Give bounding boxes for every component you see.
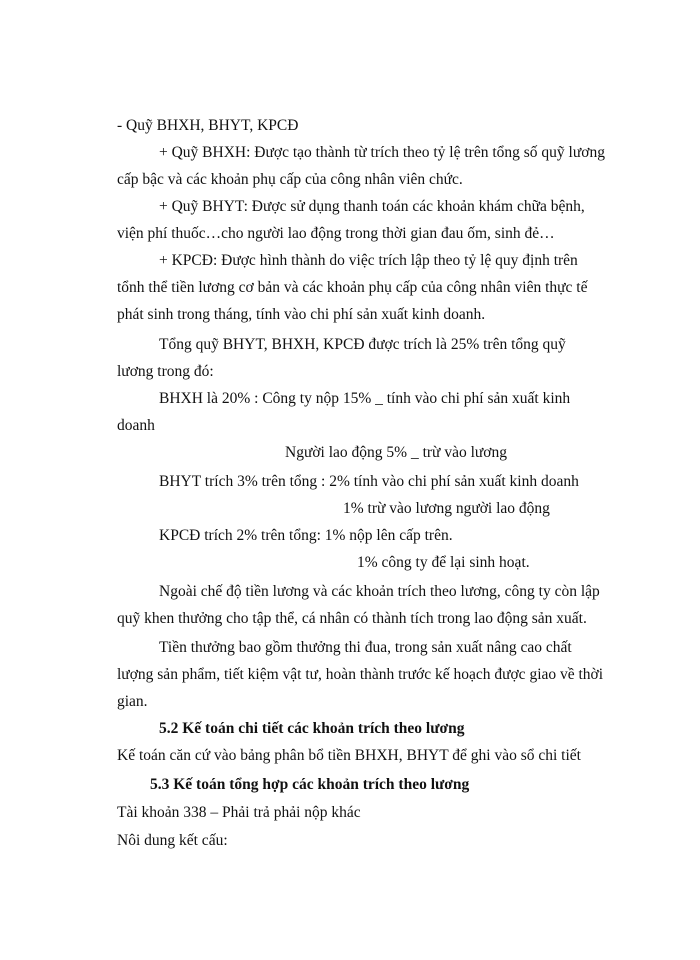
bhxh-paragraph-line-1: + Quỹ BHXH: Được tạo thành từ trích theo tỷ lệ trên tổng số quỹ lương [159, 144, 605, 161]
bonus-detail-line-3: gian. [117, 693, 148, 710]
bhyt-rate-line-1: BHYT trích 3% trên tổng : 2% tính vào chi phí sản xuất kinh doanh [159, 473, 579, 490]
total-fund-line-1: Tổng quỹ BHYT, BHXH, KPCĐ được trích là 25% trên tổng quỹ [159, 336, 566, 353]
section-5-2-heading: 5.2 Kế toán chi tiết các khoản trích theo lương [159, 720, 465, 737]
kpcd-paragraph-line-3: phát sinh trong tháng, tính vào chi phí sản xuất kinh doanh. [117, 306, 486, 323]
fund-heading: - Quỹ BHXH, BHYT, KPCĐ [117, 117, 299, 134]
section-5-2-text: Kế toán căn cứ vào bảng phân bổ tiền BHXH, BHYT để ghi vào sổ chi tiết [117, 747, 581, 764]
bhxh-rate-line-1: BHXH là 20% : Công ty nộp 15% _ tính vào chi phí sản xuất kinh [159, 390, 571, 407]
bonus-detail-line-1: Tiền thưởng bao gồm thưởng thi đua, trong sản xuất nâng cao chất [159, 639, 572, 656]
bhxh-employee-share: Người lao động 5% _ trừ vào lương [285, 444, 507, 461]
account-338-title: Tài khoản 338 – Phải trả phải nộp khác [117, 804, 361, 821]
bhxh-rate-line-2: doanh [117, 417, 155, 434]
structure-label: Nôi dung kết cấu: [117, 832, 228, 849]
kpcd-paragraph-line-2: tổnh thể tiền lương cơ bản và các khoản phụ cấp của công nhân viên thực tế [117, 279, 588, 296]
bhyt-rate-line-2: 1% trừ vào lương người lao động [343, 500, 550, 517]
kpcd-paragraph-line-1: + KPCĐ: Được hình thành do việc trích lập theo tỷ lệ quy định trên [159, 252, 578, 269]
bonus-fund-line-1: Ngoài chế độ tiền lương và các khoản trích theo lương, công ty còn lập [159, 583, 600, 600]
bhyt-paragraph-line-1: + Quỹ BHYT: Được sử dụng thanh toán các khoản khám chữa bệnh, [159, 198, 585, 215]
kpcd-rate-line-2: 1% công ty để lại sinh hoạt. [357, 554, 530, 571]
bonus-fund-line-2: quỹ khen thưởng cho tập thể, cá nhân có thành tích trong lao động sản xuất. [117, 610, 587, 627]
total-fund-line-2: lương trong đó: [117, 363, 214, 380]
bonus-detail-line-2: lượng sản phẩm, tiết kiệm vật tư, hoàn thành trước kế hoạch được giao về thời [117, 666, 604, 683]
bhxh-paragraph-line-2: cấp bậc và các khoản phụ cấp của công nhân viên chức. [117, 171, 463, 188]
bhyt-paragraph-line-2: viện phí thuốc…cho người lao động trong thời gian đau ốm, sinh đẻ… [117, 225, 555, 242]
kpcd-rate-line-1: KPCĐ trích 2% trên tổng: 1% nộp lên cấp trên. [159, 527, 453, 544]
section-5-3-heading: 5.3 Kế toán tổng hợp các khoản trích theo lương [150, 776, 470, 793]
